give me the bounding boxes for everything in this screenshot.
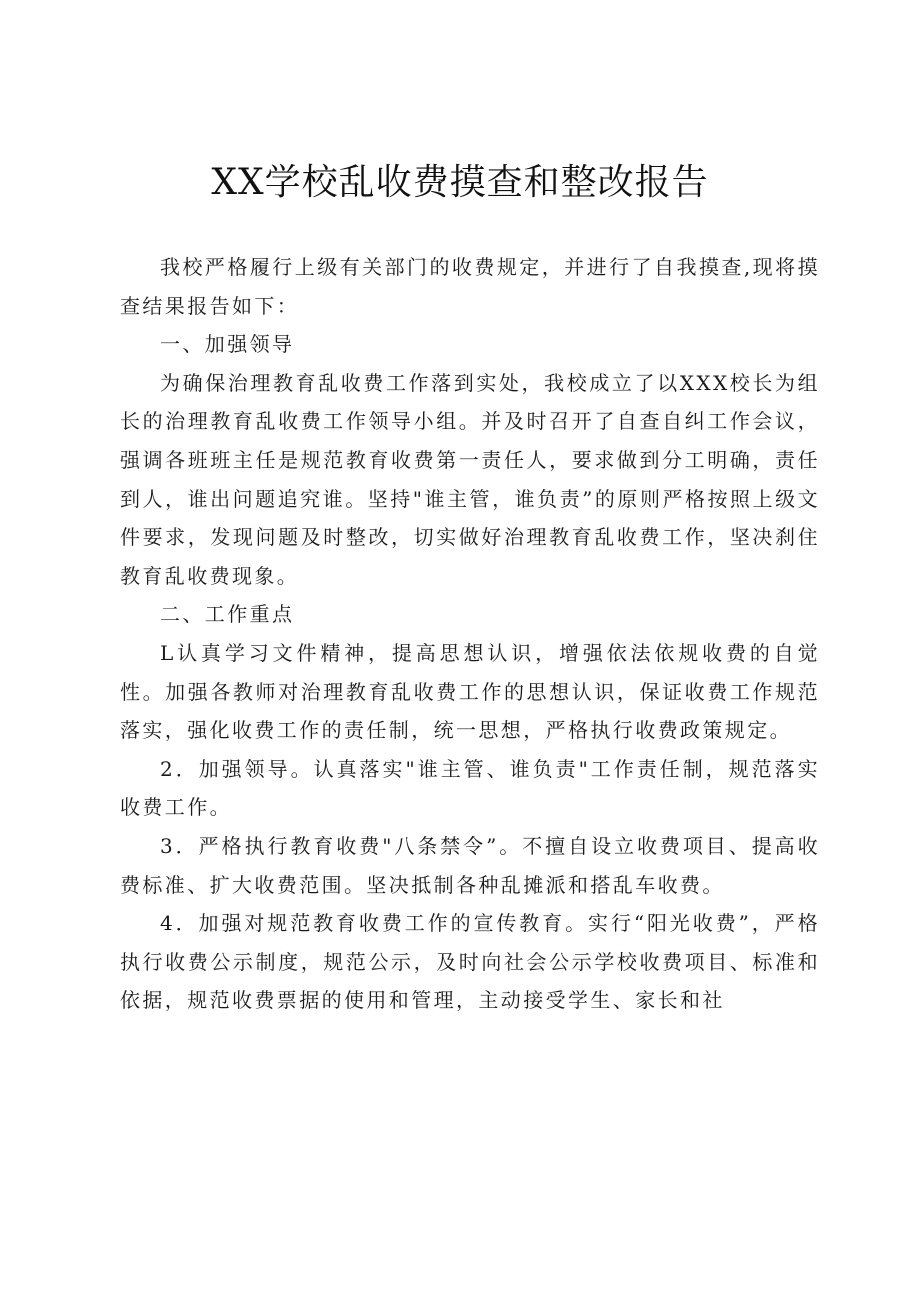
document-title: XX学校乱收费摸查和整改报告	[211, 162, 709, 203]
section-1-paragraph: 为确保治理教育乱收费工作落到实处，我校成立了以XXX校长为组长的治理教育乱收费工作领导小组。并及时召开了自查自纠工作会议，强调各班班主任是规范教育收费第一责任人，要求做到分工明确，责任到人，谁出问题追究谁。坚持"谁主管，谁负责”的原则严格按照上级文件要求，发现问题及时整改，切实做好治理教育乱收费工作，坚决刹住教育乱收费现象。	[120, 370, 820, 588]
list-item-1: L认真学习文件精神，提高思想认识，增强依法依规收费的自觉性。加强各教师对治理教育乱收费工作的思想认识，保证收费工作规范落实，强化收费工作的责任制，统一思想，严格执行收费政策规定。	[120, 640, 820, 743]
list-item-4: 4．加强对规范教育收费工作的宣传教育。实行“阳光收费”，严格执行收费公示制度，规范公示，及时向社会公示学校收费项目、标准和依据，规范收费票据的使用和管理，主动接受学生、家长和社	[120, 911, 820, 1013]
document-body	[120, 248, 820, 1020]
intro-paragraph: 我校严格履行上级有关部门的收费规定，并进行了自我摸查,现将摸查结果报告如下：	[120, 255, 820, 318]
section-heading-2: 二、工作重点	[160, 602, 295, 627]
list-item-3: 3．严格执行教育收费"八条禁令”。不擅自设立收费项目、提高收费标准、扩大收费范围。坚决抵制各种乱摊派和搭乱车收费。	[120, 833, 820, 897]
list-item-2: 2．加强领导。认真落实"谁主管、谁负责"工作责任制，规范落实收费工作。	[120, 756, 820, 820]
section-heading-1: 一、加强领导	[160, 332, 295, 357]
